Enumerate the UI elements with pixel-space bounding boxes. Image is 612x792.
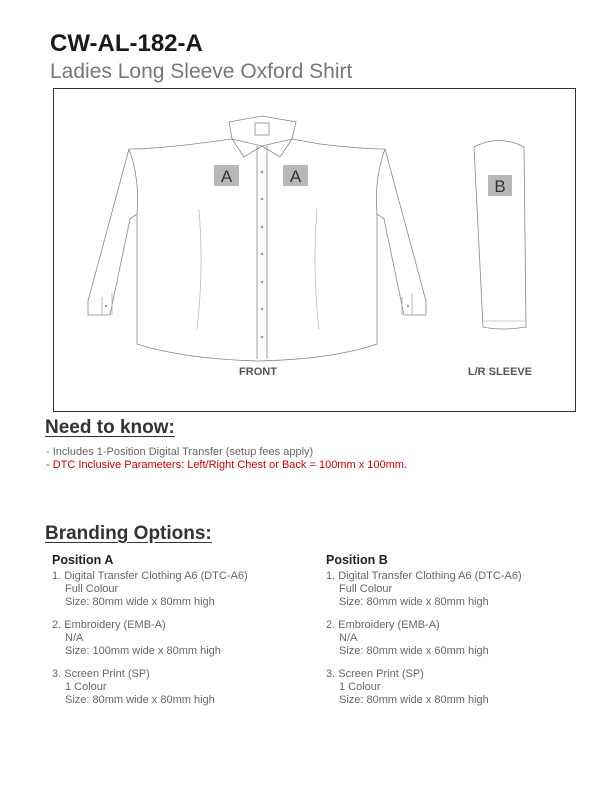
option-name: 3. Screen Print (SP) [326, 668, 424, 680]
option-detail: N/A [339, 632, 358, 644]
position-a-option [52, 668, 302, 707]
shirt-illustration [54, 89, 577, 413]
option-size: Size: 80mm wide x 80mm high [339, 596, 489, 608]
option-size: Size: 80mm wide x 80mm high [65, 596, 215, 608]
position-b-option [326, 619, 576, 658]
position-b-title: Position B [326, 553, 388, 567]
option-detail: Full Colour [65, 583, 119, 595]
option-detail: 1 Colour [65, 681, 107, 693]
need-to-know-line-2: - DTC Inclusive Parameters: Left/Right Chest or Back = 100mm x 100mm. [46, 459, 407, 471]
product-code: CW-AL-182-A [50, 30, 203, 57]
marker-b-text: B [494, 177, 506, 196]
branding-options-heading: Branding Options: [45, 523, 212, 544]
option-size: Size: 100mm wide x 80mm high [65, 645, 221, 657]
option-detail: N/A [65, 632, 84, 644]
option-name: 2. Embroidery (EMB-A) [326, 619, 440, 631]
option-size: Size: 80mm wide x 60mm high [339, 645, 489, 657]
option-detail: Full Colour [339, 583, 393, 595]
position-marker-a-left [214, 165, 239, 186]
position-b-option [326, 668, 576, 707]
option-name: 1. Digital Transfer Clothing A6 (DTC-A6) [326, 570, 522, 582]
product-title: Ladies Long Sleeve Oxford Shirt [50, 60, 353, 83]
option-size: Size: 80mm wide x 80mm high [65, 694, 215, 706]
need-to-know-line-1: - Includes 1-Position Digital Transfer (setup fees apply) [46, 446, 314, 458]
garment-diagram [53, 88, 576, 412]
option-name: 2. Embroidery (EMB-A) [52, 619, 166, 631]
front-label: FRONT [239, 366, 277, 378]
position-a-option [52, 619, 302, 658]
position-marker-b [488, 175, 512, 196]
option-size: Size: 80mm wide x 80mm high [339, 694, 489, 706]
marker-a-left-text: A [220, 167, 233, 186]
position-a-column [52, 553, 302, 717]
option-detail: 1 Colour [339, 681, 381, 693]
position-a-option [52, 570, 302, 609]
sleeve-label: L/R SLEEVE [467, 366, 533, 378]
position-marker-a-right [283, 165, 308, 186]
position-b-option [326, 570, 576, 609]
option-name: 1. Digital Transfer Clothing A6 (DTC-A6) [52, 570, 248, 582]
option-name: 3. Screen Print (SP) [52, 668, 150, 680]
position-b-column [326, 553, 576, 717]
position-a-title: Position A [52, 553, 114, 567]
marker-a-right-text: A [289, 167, 302, 186]
shirt-front-drawing [88, 116, 526, 361]
need-to-know-heading: Need to know: [45, 417, 175, 438]
